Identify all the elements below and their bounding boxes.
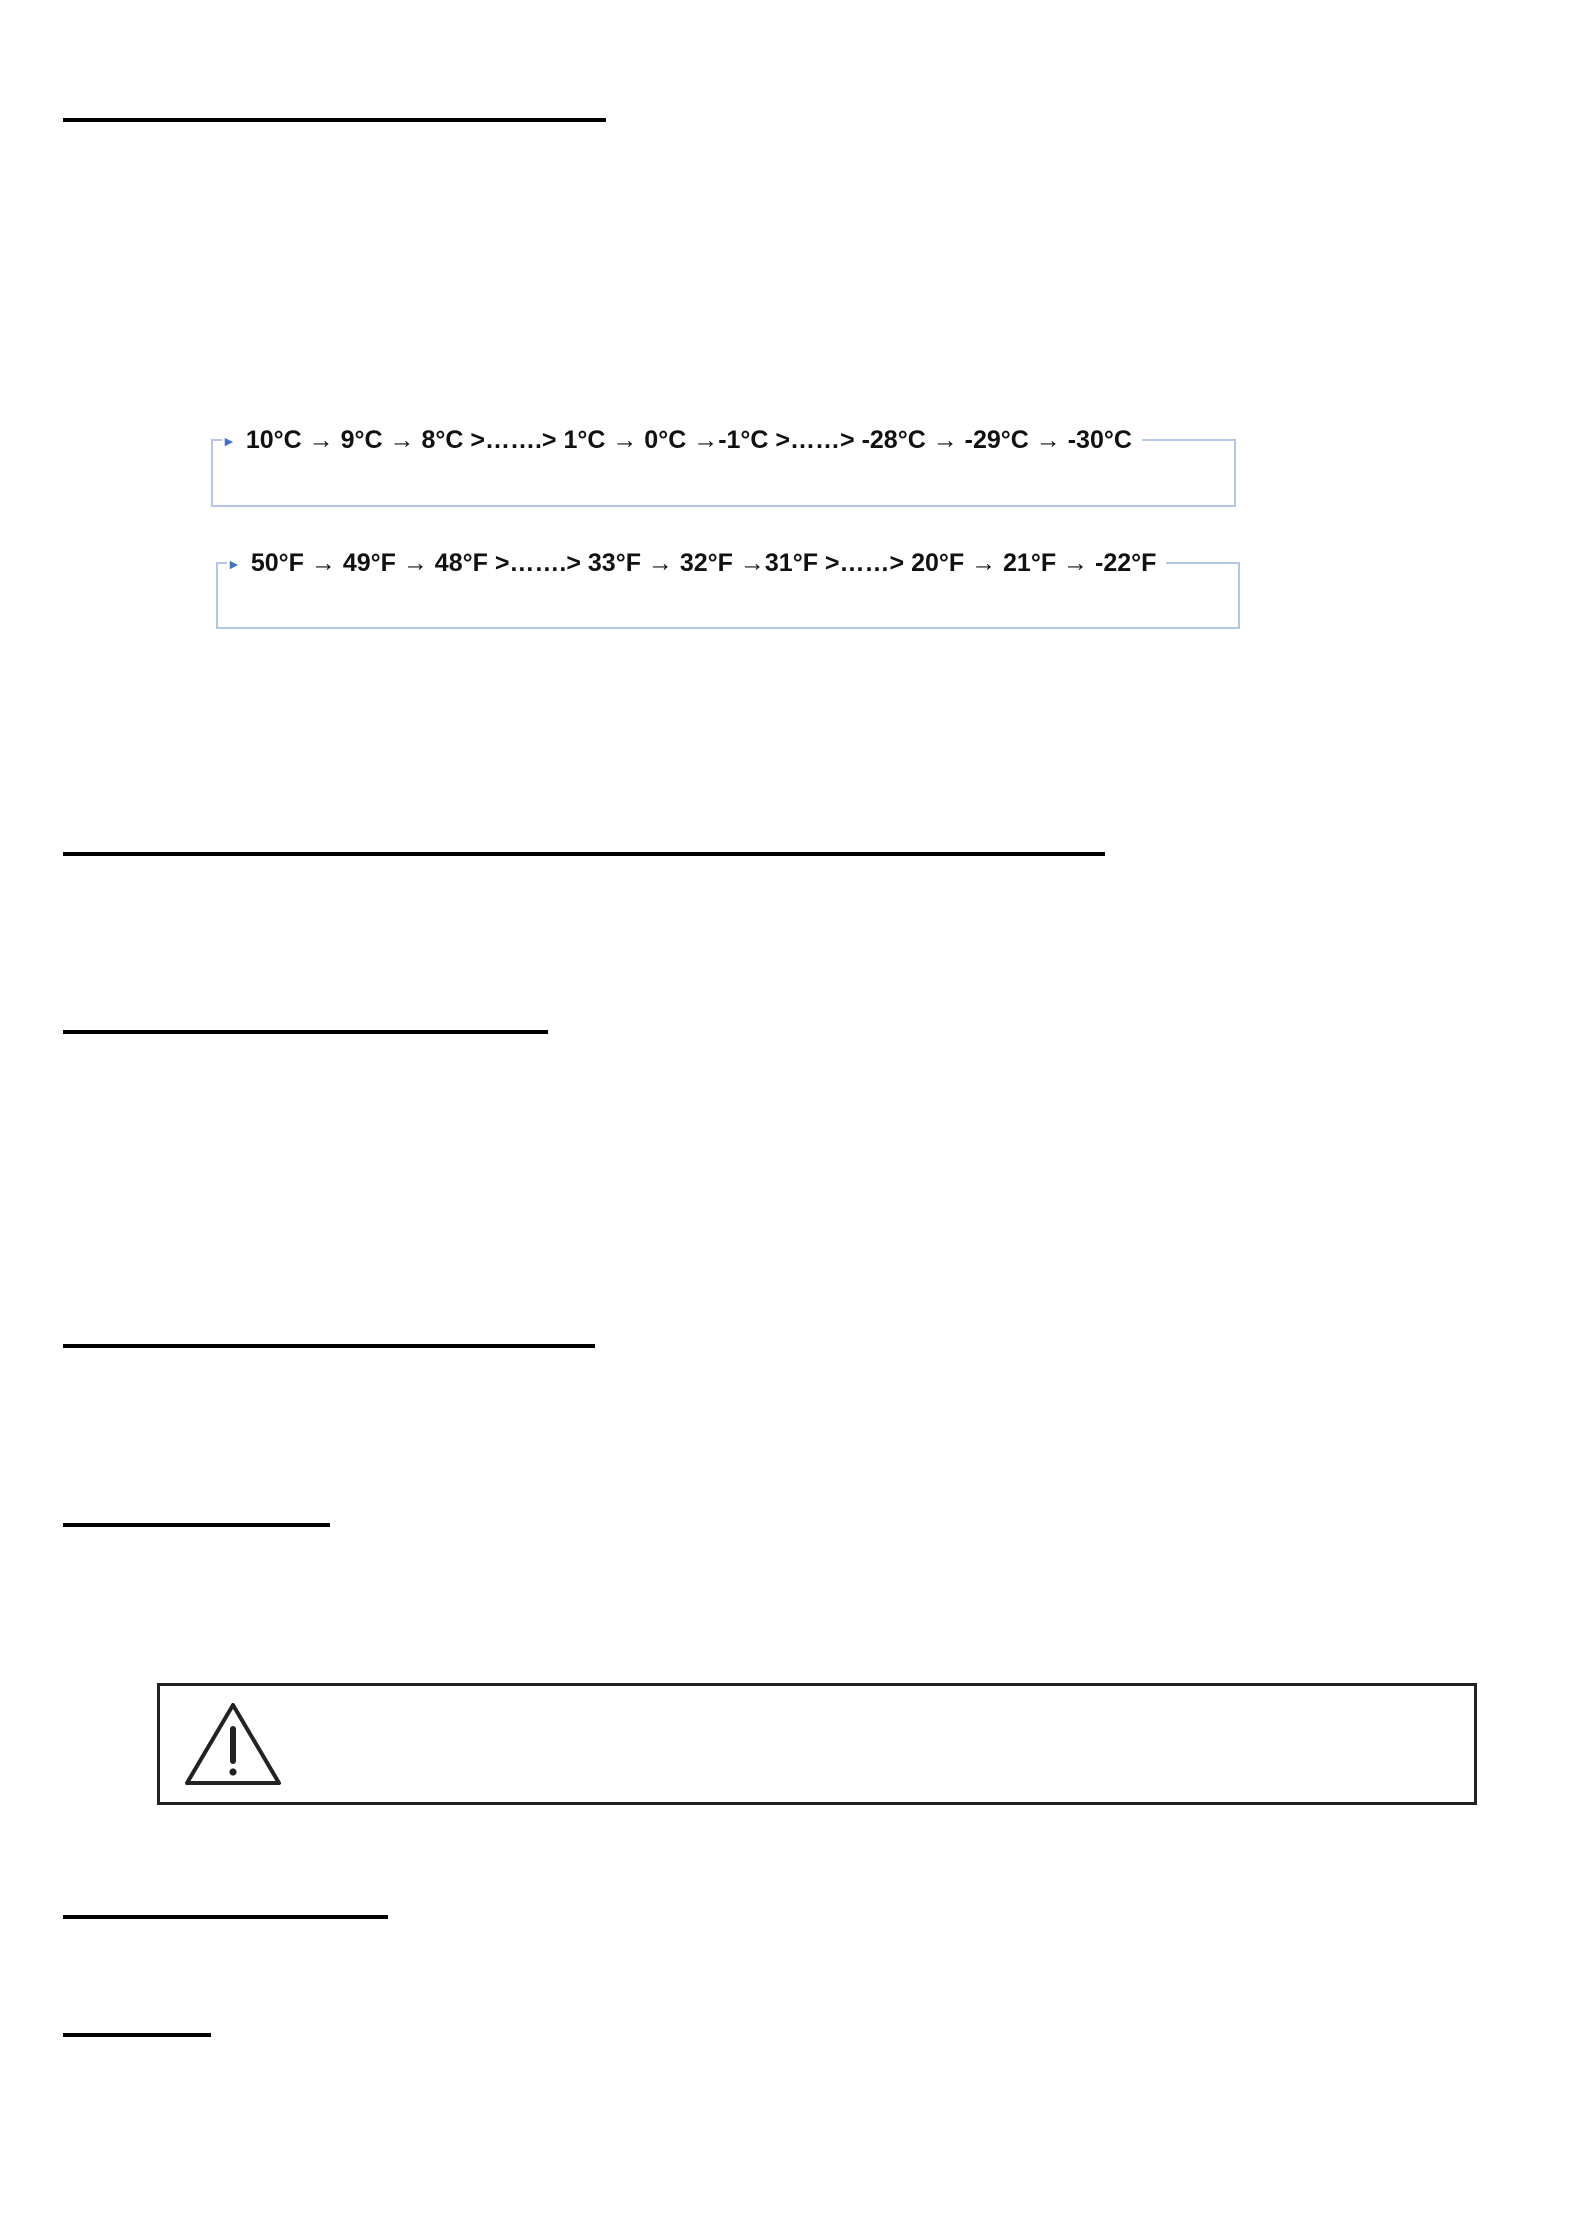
heading-rule-5 bbox=[63, 1523, 330, 1527]
heading-rule-1 bbox=[63, 118, 606, 122]
heading-rule-2 bbox=[63, 852, 1105, 856]
fahrenheit-sequence-text: 50°F → 49°F → 48°F >…….> 33°F → 32°F →31°F >……> 20°F → 21°F → -22°F bbox=[250, 549, 1157, 577]
loop-arrow-icon: ► bbox=[222, 433, 236, 450]
fahrenheit-sequence bbox=[227, 546, 1166, 581]
warning-box bbox=[157, 1683, 1477, 1805]
heading-rule-3 bbox=[63, 1030, 548, 1034]
celsius-sequence bbox=[222, 423, 1142, 458]
heading-rule-4 bbox=[63, 1344, 595, 1348]
heading-rule-7 bbox=[63, 2033, 211, 2037]
celsius-sequence-text: 10°C → 9°C → 8°C >…….> 1°C → 0°C →-1°C >……> -28°C → -29°C → -30°C bbox=[245, 426, 1132, 454]
loop-arrow-icon: ► bbox=[227, 556, 241, 573]
heading-rule-6 bbox=[63, 1915, 388, 1919]
warning-triangle-icon bbox=[182, 1699, 284, 1789]
